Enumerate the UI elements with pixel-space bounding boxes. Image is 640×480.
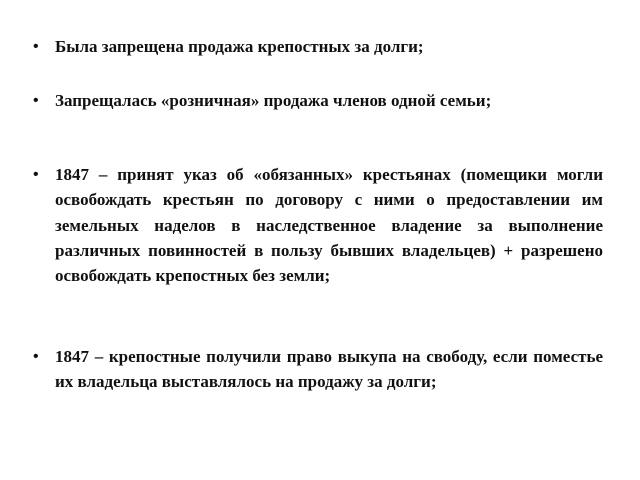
bullet-icon: • [33,348,39,365]
list-item-text: Запрещалась «розничная» продажа членов одной семьи; [55,91,492,110]
list-item [33,34,603,59]
list-item-text: 1847 – крепостные получили право выкупа на свободу, если поместье их владельца выставлялось на продажу за долги; [55,347,603,392]
bullet-icon: • [33,38,39,55]
list-item [33,162,603,288]
list-item-text: Была запрещена продажа крепостных за долги; [55,37,424,56]
list-item-text: 1847 – принят указ об «обязанных» крестьянах (помещики могли освобождать крестьян по договору с ними о предоставлении им земельных наделов в наследственное владение за выполнение различных повинностей в пользу бывших владельцев) + разрешено освобождать крепостных без земли; [55,165,603,286]
bullet-icon: • [33,92,39,109]
list-item [33,88,603,113]
bullet-icon: • [33,166,39,183]
list-item [33,344,603,395]
